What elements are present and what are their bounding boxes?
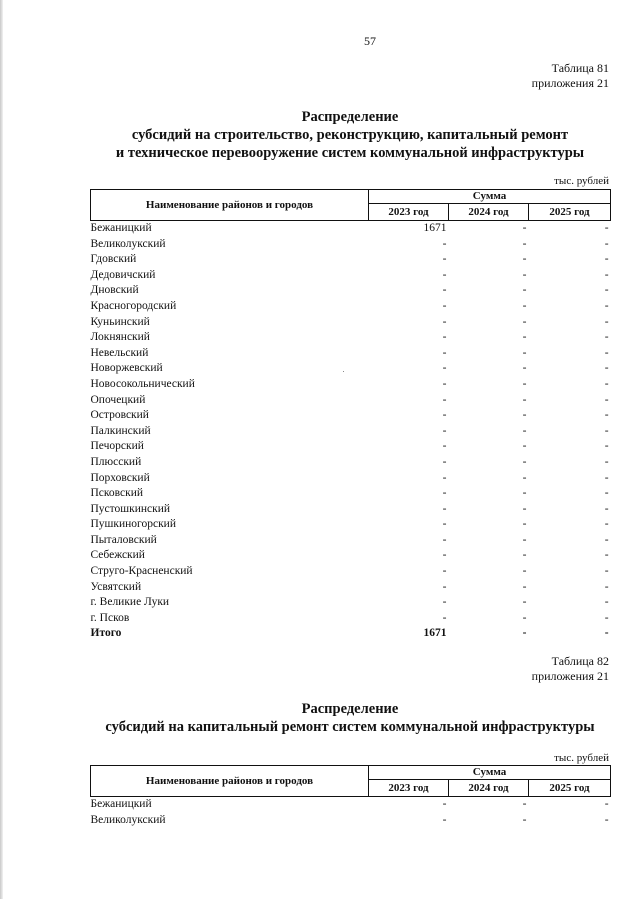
table-row bbox=[91, 548, 611, 564]
table-row bbox=[91, 611, 611, 627]
row-2025: - bbox=[604, 533, 609, 546]
row-2024: - bbox=[522, 487, 527, 500]
row-2025: - bbox=[604, 813, 609, 826]
row-name: Дедовичский bbox=[90, 268, 156, 281]
row-name: г. Псков bbox=[90, 611, 130, 624]
table-row bbox=[91, 502, 611, 518]
table82 bbox=[90, 765, 611, 828]
row-2025: - bbox=[604, 455, 609, 468]
row-2023: - bbox=[442, 284, 447, 297]
row-2025: - bbox=[604, 222, 609, 234]
scan-edge bbox=[0, 0, 3, 899]
row-name: Островский bbox=[90, 409, 149, 422]
total-name: Итого bbox=[90, 627, 122, 640]
table82-caption-line2: приложения 21 bbox=[531, 669, 609, 683]
row-2023: - bbox=[442, 611, 447, 624]
row-name: Невельский bbox=[90, 346, 149, 359]
row-2024: - bbox=[522, 268, 527, 281]
table81-units: тыс. рублей bbox=[554, 175, 609, 187]
row-2023: 1671 bbox=[423, 222, 447, 234]
row-2023: - bbox=[442, 331, 447, 344]
row-2025: - bbox=[604, 377, 609, 390]
row-name: Великолукский bbox=[90, 237, 166, 250]
row-2024: - bbox=[522, 284, 527, 297]
table82-header-name: Наименование районов и городов bbox=[91, 766, 369, 797]
row-2024: - bbox=[522, 440, 527, 453]
row-2025: - bbox=[604, 284, 609, 297]
table82-caption-line1: Таблица 82 bbox=[551, 654, 609, 668]
row-2025: - bbox=[604, 596, 609, 609]
row-2025: - bbox=[604, 518, 609, 531]
table-row bbox=[91, 471, 611, 487]
row-2024: - bbox=[522, 362, 527, 375]
row-2025: - bbox=[604, 502, 609, 515]
row-2023: - bbox=[442, 798, 447, 810]
table81 bbox=[90, 189, 611, 642]
table-row bbox=[91, 283, 611, 299]
row-2025: - bbox=[604, 346, 609, 359]
table81-header-2024: 2024 год bbox=[449, 204, 529, 221]
row-2025: - bbox=[604, 487, 609, 500]
row-name: Бежаницкий bbox=[90, 222, 152, 234]
table81-caption-line1: Таблица 81 bbox=[551, 61, 609, 75]
table-row bbox=[91, 330, 611, 346]
total-2024: - bbox=[522, 627, 527, 640]
row-2025: - bbox=[604, 237, 609, 250]
row-2025: - bbox=[604, 253, 609, 266]
table-row bbox=[91, 408, 611, 424]
row-2023: - bbox=[442, 565, 447, 578]
row-2024: - bbox=[522, 299, 527, 312]
page-number: 57 bbox=[364, 34, 376, 48]
table-row bbox=[91, 595, 611, 611]
table-row bbox=[91, 346, 611, 362]
table81-caption bbox=[532, 61, 609, 91]
row-2023: - bbox=[442, 502, 447, 515]
row-2024: - bbox=[522, 455, 527, 468]
row-name: Гдовский bbox=[90, 253, 137, 266]
row-name: Бежаницкий bbox=[90, 798, 152, 810]
row-2024: - bbox=[522, 549, 527, 562]
row-2023: - bbox=[442, 518, 447, 531]
table82-header-2023: 2023 год bbox=[369, 780, 449, 797]
row-2024: - bbox=[522, 222, 527, 234]
row-2023: - bbox=[442, 299, 447, 312]
row-2023: - bbox=[442, 393, 447, 406]
table-row bbox=[91, 237, 611, 253]
row-2024: - bbox=[522, 565, 527, 578]
table-row bbox=[91, 221, 611, 237]
row-name: Куньинский bbox=[90, 315, 150, 328]
row-2024: - bbox=[522, 502, 527, 515]
row-name: Плюсский bbox=[90, 455, 142, 468]
table-row bbox=[91, 533, 611, 549]
table-row bbox=[91, 813, 611, 829]
row-2024: - bbox=[522, 393, 527, 406]
row-name: г. Великие Луки bbox=[90, 596, 170, 609]
table81-title-line2: субсидий на строительство, реконструкцию, капитальный ремонт bbox=[131, 127, 569, 143]
table81-title-line3: и техническое перевооружение систем коммунальной инфраструктуры bbox=[115, 145, 585, 161]
table81-title-line1: Распределение bbox=[301, 109, 399, 125]
row-2024: - bbox=[522, 253, 527, 266]
table-total-row bbox=[91, 626, 611, 642]
row-2024: - bbox=[522, 611, 527, 624]
table82-title-line1: Распределение bbox=[301, 701, 399, 717]
row-2024: - bbox=[522, 346, 527, 359]
row-2024: - bbox=[522, 424, 527, 437]
row-2023: - bbox=[442, 268, 447, 281]
table-row bbox=[91, 486, 611, 502]
row-name: Опочецкий bbox=[90, 393, 146, 406]
row-2025: - bbox=[604, 611, 609, 624]
row-name: Палкинский bbox=[90, 424, 151, 437]
row-2025: - bbox=[604, 798, 609, 810]
row-name: Псковский bbox=[90, 487, 144, 500]
table81-header-2025: 2025 год bbox=[529, 204, 611, 221]
row-2025: - bbox=[604, 409, 609, 422]
table-row bbox=[91, 517, 611, 533]
row-name: Новоржевский bbox=[90, 362, 163, 375]
table82-units: тыс. рублей bbox=[554, 752, 609, 764]
table-row bbox=[91, 455, 611, 471]
table81-header-name: Наименование районов и городов bbox=[91, 190, 369, 221]
row-2025: - bbox=[604, 268, 609, 281]
total-2025: - bbox=[604, 627, 609, 640]
row-2025: - bbox=[604, 424, 609, 437]
table82-header-2024: 2024 год bbox=[449, 780, 529, 797]
table-row bbox=[91, 797, 611, 813]
table82-title bbox=[90, 700, 610, 736]
table-row bbox=[91, 580, 611, 596]
row-2024: - bbox=[522, 580, 527, 593]
table81-header-sum: Сумма bbox=[369, 190, 611, 204]
row-name: Струго-Красненский bbox=[90, 565, 193, 578]
row-name: Пыталовский bbox=[90, 533, 157, 546]
table-row bbox=[91, 439, 611, 455]
row-2023: - bbox=[442, 362, 447, 375]
row-2023: - bbox=[442, 813, 447, 826]
table-row bbox=[91, 424, 611, 440]
row-2024: - bbox=[522, 471, 527, 484]
table-row bbox=[91, 252, 611, 268]
row-2024: - bbox=[522, 315, 527, 328]
row-2023: - bbox=[442, 596, 447, 609]
row-2023: - bbox=[442, 549, 447, 562]
table82-caption bbox=[532, 654, 609, 684]
table-row bbox=[91, 361, 611, 377]
row-2024: - bbox=[522, 518, 527, 531]
table82-header-sum: Сумма bbox=[369, 766, 611, 780]
table-row bbox=[91, 315, 611, 331]
row-2025: - bbox=[604, 471, 609, 484]
row-2025: - bbox=[604, 315, 609, 328]
row-2023: - bbox=[442, 487, 447, 500]
row-2023: - bbox=[442, 471, 447, 484]
row-name: Локнянский bbox=[90, 331, 150, 344]
row-2025: - bbox=[604, 331, 609, 344]
row-2023: - bbox=[442, 533, 447, 546]
row-2024: - bbox=[522, 331, 527, 344]
row-name: Печорский bbox=[90, 440, 144, 453]
row-2025: - bbox=[604, 393, 609, 406]
table81-header-2023: 2023 год bbox=[369, 204, 449, 221]
row-2024: - bbox=[522, 533, 527, 546]
row-name: Пушкиногорский bbox=[90, 518, 176, 531]
row-2023: - bbox=[442, 253, 447, 266]
row-2023: - bbox=[442, 580, 447, 593]
row-name: Новосокольнический bbox=[90, 377, 195, 390]
row-2025: - bbox=[604, 362, 609, 375]
row-2024: - bbox=[522, 377, 527, 390]
row-name: Порховский bbox=[90, 471, 150, 484]
row-name: Великолукский bbox=[90, 813, 166, 826]
row-2023: - bbox=[442, 409, 447, 422]
table81-caption-line2: приложения 21 bbox=[531, 76, 609, 90]
row-2024: - bbox=[522, 798, 527, 810]
row-2025: - bbox=[604, 549, 609, 562]
row-2023: - bbox=[442, 346, 447, 359]
row-2023: - bbox=[442, 237, 447, 250]
row-2023: - bbox=[442, 424, 447, 437]
table82-header-2025: 2025 год bbox=[529, 780, 611, 797]
total-2023: 1671 bbox=[423, 627, 447, 640]
table-row bbox=[91, 393, 611, 409]
table82-title-line2: субсидий на капитальный ремонт систем коммунальной инфраструктуры bbox=[105, 719, 595, 735]
row-2025: - bbox=[604, 565, 609, 578]
row-2024: - bbox=[522, 237, 527, 250]
row-name: Себежский bbox=[90, 549, 145, 562]
table-row bbox=[91, 268, 611, 284]
row-name: Красногородский bbox=[90, 299, 177, 312]
table81-title bbox=[90, 108, 610, 162]
row-2025: - bbox=[604, 580, 609, 593]
row-2024: - bbox=[522, 596, 527, 609]
table-row bbox=[91, 299, 611, 315]
row-name: Усвятский bbox=[90, 580, 142, 593]
table-row bbox=[91, 564, 611, 580]
row-2023: - bbox=[442, 377, 447, 390]
row-2025: - bbox=[604, 440, 609, 453]
row-2023: - bbox=[442, 440, 447, 453]
row-2023: - bbox=[442, 315, 447, 328]
row-2024: - bbox=[522, 813, 527, 826]
table-row bbox=[91, 377, 611, 393]
row-name: Дновский bbox=[90, 284, 139, 297]
row-2025: - bbox=[604, 299, 609, 312]
row-2024: - bbox=[522, 409, 527, 422]
row-name: Пустошкинский bbox=[90, 502, 171, 515]
row-2023: - bbox=[442, 455, 447, 468]
